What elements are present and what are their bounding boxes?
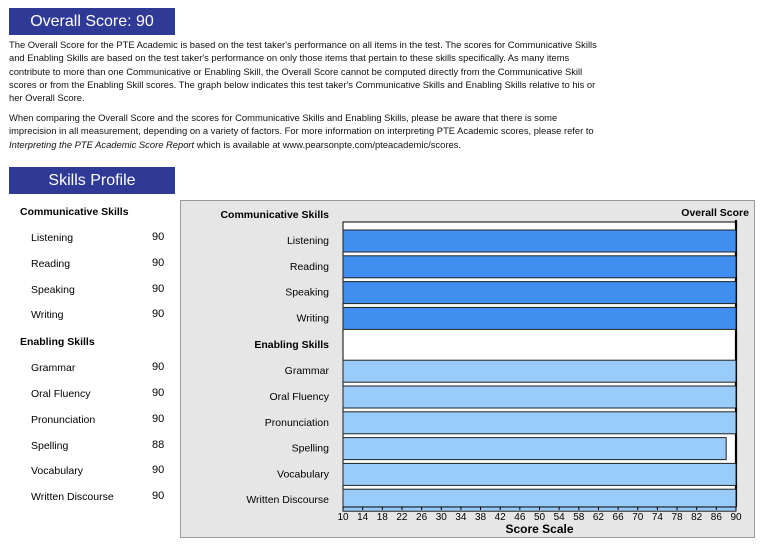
chart-group-enabling-skills: Enabling Skills [254, 339, 329, 352]
overall-score-banner: Overall Score: 90 [9, 8, 175, 35]
chart-label-listening: Listening [286, 235, 329, 247]
table-score-oral-fluency: 90 [152, 387, 165, 399]
bar-writing [343, 307, 736, 329]
chart-label-oral-fluency: Oral Fluency [269, 391, 329, 403]
x-tick-label-18: 18 [376, 512, 388, 523]
bar-speaking [343, 282, 736, 304]
bar-grammar [343, 360, 736, 382]
table-skill-listening: Listening [31, 232, 74, 244]
chart-label-grammar: Grammar [284, 365, 329, 378]
table-score-writing: 90 [152, 308, 165, 321]
bar-vocabulary [343, 463, 736, 485]
x-tick-label-82: 82 [691, 512, 703, 523]
x-tick-label-62: 62 [592, 512, 605, 523]
table-skill-pronunciation: Pronunciation [31, 413, 96, 426]
chart-label-vocabulary: Vocabulary [277, 468, 329, 481]
x-tick-label-54: 54 [553, 512, 565, 523]
skills-profile-chart [180, 200, 755, 538]
table-score-written-discourse: 90 [152, 490, 165, 503]
x-tick-label-86: 86 [710, 512, 722, 523]
x-tick-label-38: 38 [474, 512, 487, 523]
table-score-spelling: 88 [152, 438, 165, 451]
x-tick-label-42: 42 [494, 512, 506, 523]
table-score-reading: 90 [152, 256, 165, 269]
x-tick-label-22: 22 [396, 512, 408, 523]
bar-oral-fluency [343, 386, 736, 408]
bar-spelling [343, 438, 726, 460]
interpretation-note [9, 111, 599, 151]
x-tick-label-66: 66 [612, 512, 624, 523]
chart-label-spelling: Spelling [291, 442, 329, 455]
interpretation-note-text: When comparing the Overall Score and the scores for Communicative Skills and Enabling Skills, please be aware that there is some imprecision in all measurement, depending on a variety of factors. For more information on interpreting PTE Academic scores, please refer to [9, 112, 594, 137]
table-group-communicative-skills: Communicative Skills [20, 206, 129, 218]
table-skill-speaking: Speaking [31, 283, 75, 296]
overall-score-description: The Overall Score for the PTE Academic is based on the test taker's performance on all items in the test. The scores for Communicative Skills and Enabling Skills are based on the test taker's performance on only those items that pertain to these skills specifically. As many items contribute to more than one Communicative or Enabling Skill, the Overall Score cannot be computed directly from the Communicative Skill scores or from the Enabling Skill scores. The graph below indicates this test taker's Communicative Skills and Enabling Skills relative to his or her Overall Score. [9, 39, 597, 104]
x-tick-label-34: 34 [455, 512, 467, 523]
x-tick-label-10: 10 [337, 512, 349, 523]
x-tick-label-58: 58 [573, 512, 585, 523]
x-tick-label-26: 26 [416, 512, 428, 523]
x-tick-label-50: 50 [533, 512, 546, 523]
x-tick-label-74: 74 [651, 512, 663, 523]
table-skill-written-discourse: Written Discourse [31, 491, 114, 504]
table-skill-grammar: Grammar [31, 362, 76, 375]
table-skill-writing: Writing [31, 309, 64, 322]
skills-chart-svg [181, 201, 756, 539]
chart-label-pronunciation: Pronunciation [264, 416, 329, 429]
table-score-listening: 90 [152, 231, 165, 243]
chart-label-speaking: Speaking [285, 286, 329, 299]
x-tick-label-46: 46 [514, 512, 526, 523]
score-report-guide-title: Interpreting the PTE Academic Score Report [9, 138, 195, 150]
overall-score-label: Overall Score [681, 207, 749, 219]
chart-group-communicative-skills: Communicative Skills [220, 209, 329, 221]
x-axis-title: Score Scale [505, 522, 574, 536]
bar-reading [343, 256, 736, 278]
table-skill-oral-fluency: Oral Fluency [31, 388, 91, 400]
skills-profile-banner: Skills Profile [9, 167, 175, 194]
chart-label-reading: Reading [289, 260, 329, 273]
bar-pronunciation [343, 412, 736, 434]
x-tick-label-90: 90 [730, 512, 742, 523]
chart-label-written-discourse: Written Discourse [246, 494, 329, 507]
interpretation-note-url: which is available at www.pearsonpte.com/pteacademic/scores. [194, 138, 461, 150]
table-score-pronunciation: 90 [152, 412, 165, 425]
table-skill-spelling: Spelling [31, 439, 69, 452]
bar-listening [343, 230, 736, 252]
table-group-enabling-skills: Enabling Skills [20, 336, 95, 349]
x-tick-label-14: 14 [357, 512, 369, 523]
chart-label-writing: Writing [296, 312, 329, 325]
table-skill-reading: Reading [31, 257, 71, 270]
table-skill-vocabulary: Vocabulary [31, 465, 83, 478]
table-score-speaking: 90 [152, 282, 165, 295]
x-tick-label-70: 70 [632, 512, 644, 523]
table-score-grammar: 90 [152, 361, 165, 374]
x-tick-label-30: 30 [435, 512, 447, 523]
table-score-vocabulary: 90 [152, 464, 165, 477]
x-tick-label-78: 78 [671, 512, 683, 523]
